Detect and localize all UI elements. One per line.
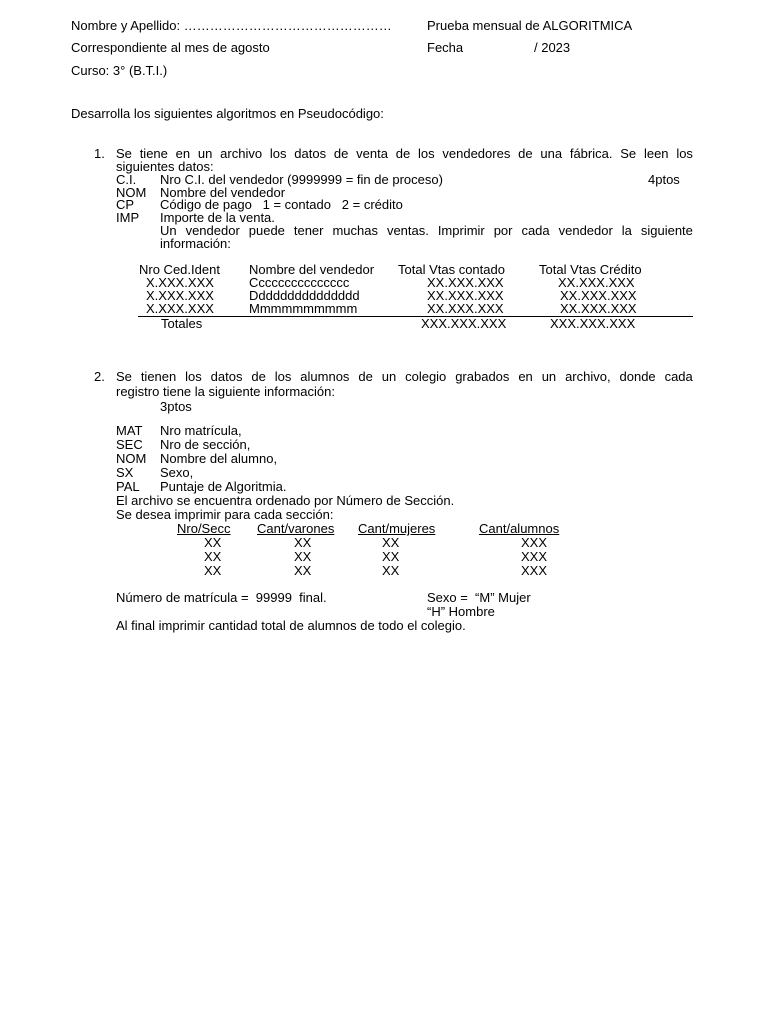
word: tiene xyxy=(139,146,168,161)
problem1-number: 1. xyxy=(94,146,105,161)
table-header: Nro/Secc xyxy=(177,521,231,536)
word: de xyxy=(251,369,266,384)
table-header: Cant/alumnos xyxy=(479,521,560,536)
word: datos xyxy=(210,369,243,384)
word: leen xyxy=(643,146,669,161)
sex-code-line2: “H” Hombre xyxy=(427,604,495,619)
table-header: Cant/mujeres xyxy=(358,521,436,536)
final-note: Al final imprimir cantidad total de alumnos de todo el colegio. xyxy=(116,618,466,633)
table-cell: XX xyxy=(294,549,312,564)
word: colegio xyxy=(405,369,447,384)
table-cell: Ccccccccccccccc xyxy=(249,275,350,290)
problem2-statement-line2: registro tiene la siguiente información: xyxy=(116,384,335,399)
word: Imprimir xyxy=(437,223,485,238)
table-cell: Ddddddddddddddd xyxy=(249,288,360,303)
word: los xyxy=(274,369,292,384)
word: siguiente xyxy=(640,223,693,238)
field-description: Nombre del vendedor xyxy=(160,185,286,200)
word: muchas xyxy=(332,223,378,238)
word: Se xyxy=(116,146,132,161)
end-marker-note: Número de matrícula = 99999 final. xyxy=(116,590,327,605)
table-cell: XX xyxy=(294,563,312,578)
field-code: SX xyxy=(116,465,134,480)
month-line: Correspondiente al mes de agosto xyxy=(71,40,270,55)
word: tienen xyxy=(140,369,177,384)
table-cell: XX xyxy=(294,535,312,550)
word: tener xyxy=(293,223,324,238)
word: los xyxy=(676,146,693,161)
table-header: Cant/varones xyxy=(257,521,335,536)
problem2-statement-line1 xyxy=(116,370,693,384)
field-description: Código de pago 1 = contado 2 = crédito xyxy=(160,197,403,212)
word: de xyxy=(395,146,411,161)
table-header: Total Vtas Crédito xyxy=(539,262,642,277)
table-cell: XXX xyxy=(521,563,548,578)
table-cell: XX xyxy=(382,563,400,578)
table-cell: Mmmmmmmmmm xyxy=(249,301,358,316)
exam-title: Prueba mensual de ALGORITMICA xyxy=(427,18,633,33)
problem1-note-line2: información: xyxy=(160,236,231,251)
word: de xyxy=(358,369,373,384)
date-year: / 2023 xyxy=(534,40,571,55)
word: los xyxy=(417,146,435,161)
table-cell: XX xyxy=(382,549,400,564)
word: cada xyxy=(521,223,550,238)
word: venta xyxy=(356,146,388,161)
course-line: Curso: 3° (B.T.I.) xyxy=(71,63,168,78)
field-code: SEC xyxy=(116,437,143,452)
word: datos xyxy=(294,146,327,161)
word: vendedor xyxy=(185,223,240,238)
word: ventas. xyxy=(386,223,429,238)
field-code: NOM xyxy=(116,451,147,466)
word: fábrica. xyxy=(569,146,613,161)
word: un xyxy=(197,146,213,161)
name-field-line: Nombre y Apellido: ………………………………………… xyxy=(71,18,392,33)
table-header: Total Vtas contado xyxy=(398,262,505,277)
field-description: Nro C.I. del vendedor (9999999 = fin de proceso) xyxy=(160,172,443,187)
word: Se xyxy=(620,146,637,161)
word: donde xyxy=(619,369,656,384)
table-header: Nro Ced.Ident xyxy=(139,262,220,277)
table-cell: XX.XXX.XXX xyxy=(560,288,637,303)
word: en xyxy=(518,369,533,384)
table-cell: X.XXX.XXX xyxy=(146,301,214,316)
word: archivo xyxy=(220,146,263,161)
field-description: Nombre del alumno, xyxy=(160,451,278,466)
word: alumnos xyxy=(300,369,350,384)
table-cell: XX xyxy=(204,549,222,564)
table-cell: XX xyxy=(204,535,222,550)
sorted-note: El archivo se encuentra ordenado por Número de Sección. xyxy=(116,493,455,508)
word: cada xyxy=(664,369,693,384)
word: vendedores xyxy=(442,146,511,161)
field-description: Importe de la venta. xyxy=(160,210,275,225)
table-header: Nombre del vendedor xyxy=(249,262,375,277)
date-label: Fecha xyxy=(427,40,464,55)
word: un xyxy=(381,369,397,384)
field-code: C.I. xyxy=(116,172,137,187)
table-cell: X.XXX.XXX xyxy=(146,288,214,303)
table-cell: XX.XXX.XXX xyxy=(560,301,637,316)
word: grabados xyxy=(455,369,510,384)
problem1-points: 4ptos xyxy=(648,172,680,187)
word: una xyxy=(540,146,563,161)
word: puede xyxy=(248,223,285,238)
instructions: Desarrolla los siguientes algoritmos en Pseudocódigo: xyxy=(71,106,384,121)
word: archivo, xyxy=(565,369,611,384)
table-cell: X.XXX.XXX xyxy=(146,275,214,290)
table-cell: XX.XXX.XXX xyxy=(427,275,504,290)
word: Se xyxy=(116,369,132,384)
problem1-statement-line2: siguientes datos: xyxy=(116,159,214,174)
word: los xyxy=(269,146,287,161)
problem2-points: 3ptos xyxy=(160,399,192,414)
word: por xyxy=(493,223,513,238)
field-code: PAL xyxy=(116,479,140,494)
table-cell: XX xyxy=(382,535,400,550)
field-description: Sexo, xyxy=(160,465,194,480)
word: de xyxy=(518,146,533,161)
totals-cell: XXX.XXX.XXX xyxy=(421,316,507,331)
field-code: MAT xyxy=(116,423,143,438)
field-code: IMP xyxy=(116,210,140,225)
field-code: NOM xyxy=(116,185,147,200)
word: un xyxy=(541,369,557,384)
word: vendedor xyxy=(558,223,613,238)
sex-code-line1: Sexo = “M” Mujer xyxy=(427,590,531,605)
field-description: Nro matrícula, xyxy=(160,423,242,438)
field-description: Nro de sección, xyxy=(160,437,251,452)
table-cell: XX xyxy=(204,563,222,578)
table-cell: XXX xyxy=(521,535,548,550)
problem2-number: 2. xyxy=(94,369,105,384)
totals-cell: XXX.XXX.XXX xyxy=(550,316,636,331)
field-description: Puntaje de Algoritmia. xyxy=(160,479,287,494)
table-cell: XX.XXX.XXX xyxy=(558,275,635,290)
print-note: Se desea imprimir para cada sección: xyxy=(116,507,334,522)
word: los xyxy=(185,369,202,384)
word: la xyxy=(621,223,632,238)
totals-label: Totales xyxy=(161,316,203,331)
table-cell: XXX xyxy=(521,549,548,564)
word: de xyxy=(333,146,349,161)
table-cell: XX.XXX.XXX xyxy=(427,301,504,316)
word: Un xyxy=(160,223,177,238)
field-code: CP xyxy=(116,197,135,212)
table-cell: XX.XXX.XXX xyxy=(427,288,504,303)
problem1-note-line1 xyxy=(160,224,693,238)
word: en xyxy=(175,146,191,161)
